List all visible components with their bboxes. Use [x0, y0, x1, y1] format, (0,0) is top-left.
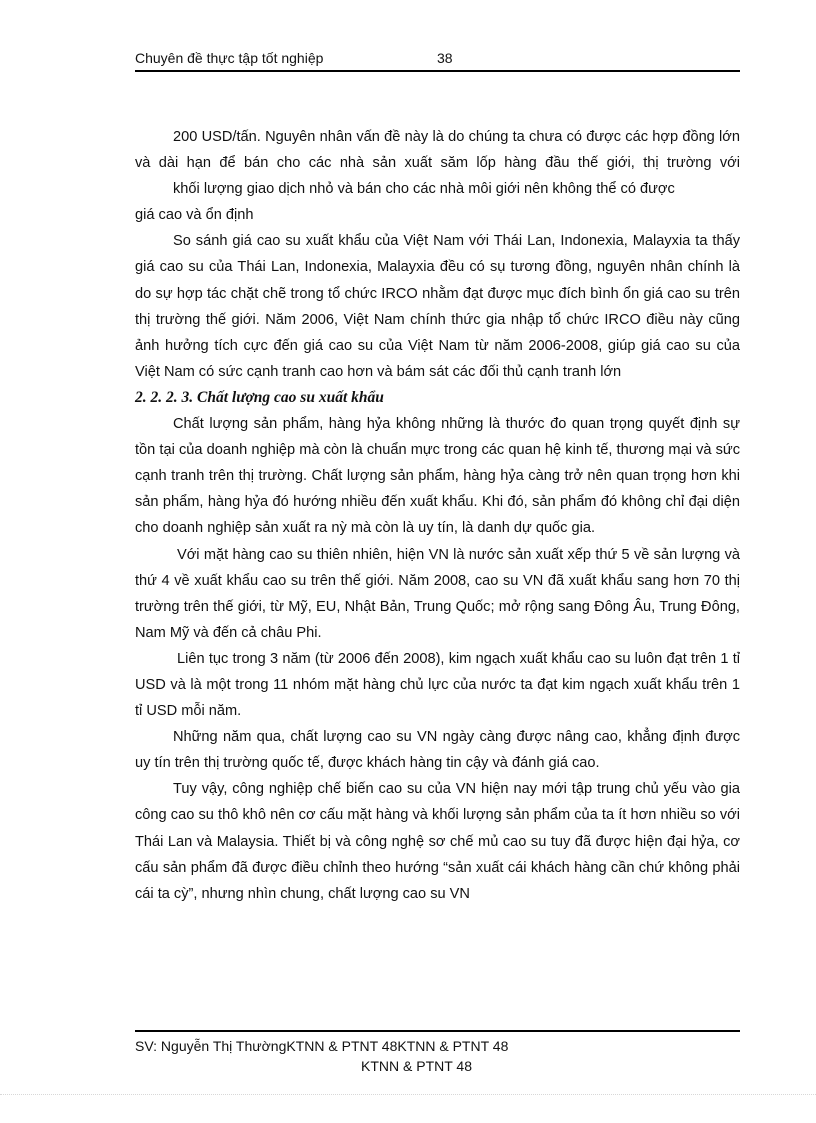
footer-author: SV: Nguyễn Thị ThườngKTNN & PTNT 48KTNN & PTNT 48: [135, 1038, 509, 1054]
page-number: 38: [437, 50, 453, 66]
header-divider: [135, 70, 740, 72]
footer-class: KTNN & PTNT 48: [361, 1058, 472, 1074]
header-title: Chuyên đề thực tập tốt nghiệp: [135, 50, 324, 66]
page-header: [135, 50, 740, 70]
paragraph-4: Với mặt hàng cao su thiên nhiên, hiện VN là nước sản xuất xếp thứ 5 về sản lượng và thứ 4 về xuất khẩu cao su trên thế giới. Năm 2008, cao su VN đã xuất khẩu sang hơn 70 thị trường trên thế giới, từ Mỹ, EU, Nhật Bản, Trung Quốc; mở rộng sang Đông Âu, Trung Đông, Nam Mỹ và đến cả châu Phi.: [135, 546, 740, 641]
paragraph-7: Tuy vậy, công nghiệp chế biến cao su của VN hiện nay mới tập trung chủ yếu vào gia công cao su thô khô nên cơ cấu mặt hàng và khối lượng sản phẩm của ta ít hơn nhiều so với Thái Lan và Malaysia. Thiết bị và công nghệ sơ chế mủ cao su tuy đã được hiện đại hỷa, cơ cấu sản phẩm đã được điều chỉnh theo hướng “sản xuất cái khách hàng cần chứ không phải cái ta cỳ”, nhưng nhìn chung, chất lượng cao su VN: [135, 781, 740, 902]
paragraph-2: So sánh giá cao su xuất khẩu của Việt Nam với Thái Lan, Indonexia, Malayxia ta thấy giá cao su của Thái Lan, Indonexia, Malayxia đều có sụ tương đồng, nguyên nhân chính là do sự hợp tác chặt chẽ trong tổ chức IRCO nhằm đạt được mục đích bình ổn giá cao su trên thị trường thế giới. Năm 2006, Việt Nam chính thức gia nhập tổ chức IRCO điều này cũng ảnh hưởng tích cực đến giá cao su của Việt Nam từ năm 2006-2008, giúp giá cao su của Việt Nam có sức cạnh tranh cao hơn và bám sát các đối thủ cạnh tranh lớn: [135, 233, 740, 380]
paragraph-1-line-3: giá cao và ổn định: [135, 207, 254, 224]
footer-divider: [135, 1030, 740, 1032]
section-heading: 2. 2. 2. 3. Chất lượng cao su xuất khẩu: [135, 388, 384, 406]
paragraph-6: Những năm qua, chất lượng cao su VN ngày càng được nâng cao, khẳng định được uy tín trên thị trường quốc tế, được khách hàng tin cậy và đánh giá cao.: [135, 729, 740, 772]
paragraph-1-line-1: 200 USD/tấn. Nguyên nhân vấn đề này là do chúng ta chưa có được các hợp đồng lớn và dài hạn để bán cho các nhà sản xuất săm lốp hàng đầu thế giới, thị trường với: [135, 129, 740, 172]
paragraph-3: Chất lượng sản phẩm, hàng hỷa không những là thước đo quan trọng quyết định sự tồn tại của doanh nghiệp mà còn là chuẩn mực trong các quan hệ kinh tế, thương mại và sức cạnh tranh trên thị trường. Chất lượng sản phẩm, hàng hỷa càng trở nên quan trọng hơn khi sản phẩm, hàng hỷa đó hướng nhiều đến xuất khẩu. Khi đó, sản phẩm đó không chỉ đại diện cho doanh nghiệp sản xuất ra nỳ mà còn là uy tín, là danh dự quốc gia.: [135, 416, 740, 537]
paragraph-1-line-2: khối lượng giao dịch nhỏ và bán cho các nhà môi giới nên không thể có được: [173, 181, 675, 198]
paragraph-5: Liên tục trong 3 năm (từ 2006 đến 2008), kim ngạch xuất khẩu cao su luôn đạt trên 1 tỉ USD và là một trong 11 nhóm mặt hàng chủ lực của nước ta đạt kim ngạch xuất khẩu trên 1 tỉ USD mỗi năm.: [135, 650, 740, 720]
body-text: [135, 124, 740, 907]
page-edge-divider: [0, 1094, 816, 1095]
